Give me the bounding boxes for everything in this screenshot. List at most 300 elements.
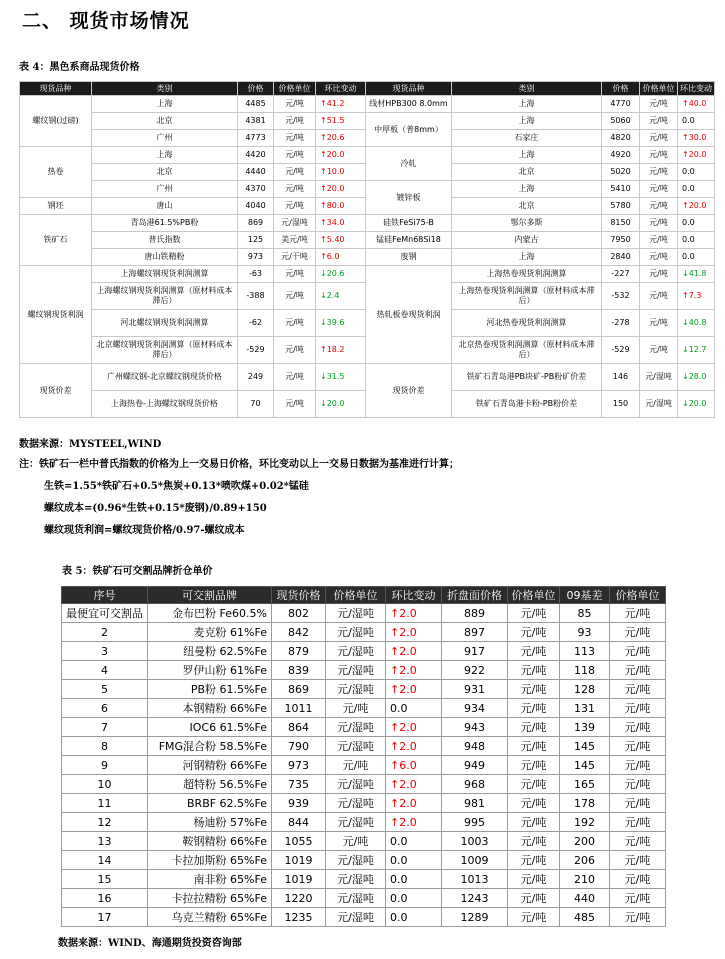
cell-unit3: 元/吨 <box>610 870 666 889</box>
table-cell: 元/吨 <box>274 364 316 391</box>
cell-unit3: 元/吨 <box>610 718 666 737</box>
table-cell: 4381 <box>238 113 274 130</box>
cell-unit3: 元/吨 <box>610 623 666 642</box>
cell-no: 14 <box>62 851 148 870</box>
change-cell <box>678 266 715 283</box>
cell-price: 1235 <box>272 908 326 927</box>
cell-unit: 元/吨 <box>326 832 386 851</box>
cell-unit2: 元/吨 <box>508 832 560 851</box>
change-cell <box>678 147 715 164</box>
change-value: 0.0 <box>390 834 408 848</box>
table-cell: 元/吨 <box>640 232 678 249</box>
table-cell: 元/湿吨 <box>274 215 316 232</box>
table-cell: 广州 <box>92 130 238 147</box>
table-cell: 元/吨 <box>640 96 678 113</box>
change-value: 2.0 <box>399 625 417 639</box>
table-cell: 7950 <box>602 232 640 249</box>
table-cell: 元/吨 <box>274 283 316 310</box>
table-cell: 4820 <box>602 130 640 147</box>
table-cell: 元/吨 <box>640 147 678 164</box>
arrow-up-icon: ↑ <box>682 150 689 159</box>
cell-no: 12 <box>62 813 148 832</box>
arrow-up-icon: ↑ <box>390 739 400 753</box>
cell-unit2: 元/吨 <box>508 756 560 775</box>
cell-unit2: 元/吨 <box>508 642 560 661</box>
table-cell: -62 <box>238 310 274 337</box>
cell-no: 6 <box>62 699 148 718</box>
cell-unit: 元/湿吨 <box>326 623 386 642</box>
table-cell: 4370 <box>238 181 274 198</box>
cell-unit2: 元/吨 <box>508 718 560 737</box>
cell-price: 1011 <box>272 699 326 718</box>
cell-unit: 元/湿吨 <box>326 851 386 870</box>
table-cell: 4920 <box>602 147 640 164</box>
table5-header: 价格单位 <box>610 587 666 604</box>
cell-unit2: 元/吨 <box>508 699 560 718</box>
cell-unit2: 元/吨 <box>508 794 560 813</box>
table5-header: 序号 <box>62 587 148 604</box>
cell-brand: IOC6 61.5%Fe <box>148 718 272 737</box>
table-cell: 249 <box>238 364 274 391</box>
cell-basis: 145 <box>560 756 610 775</box>
table-row <box>20 113 715 130</box>
cell-brand: 金布巴粉 Fe60.5% <box>148 604 272 623</box>
cell-brand: 纽曼粉 62.5%Fe <box>148 642 272 661</box>
table-cell: 4420 <box>238 147 274 164</box>
cell-disk: 889 <box>442 604 508 623</box>
product-name: 镀锌板 <box>366 181 452 215</box>
change-cell <box>316 130 366 147</box>
cell-unit2: 元/吨 <box>508 851 560 870</box>
table-cell: 5020 <box>602 164 640 181</box>
table-row <box>20 364 715 391</box>
table-cell: -529 <box>238 337 274 364</box>
change-value: 2.0 <box>399 606 417 620</box>
change-value: 2.0 <box>399 815 417 829</box>
change-cell <box>386 604 442 623</box>
cell-unit: 元/湿吨 <box>326 661 386 680</box>
table-cell: -529 <box>602 337 640 364</box>
cell-unit: 元/湿吨 <box>326 642 386 661</box>
change-value: 12.7 <box>688 345 707 354</box>
table-cell: 鄂尔多斯 <box>452 215 602 232</box>
cell-no: 9 <box>62 756 148 775</box>
table-row <box>62 623 666 642</box>
table4-caption: 表 4：黑色系商品现货价格 <box>19 62 140 73</box>
change-cell <box>678 164 715 181</box>
table-cell: 元/吨 <box>640 249 678 266</box>
arrow-up-icon: ↑ <box>320 252 327 261</box>
change-cell <box>316 96 366 113</box>
table-cell: -278 <box>602 310 640 337</box>
table-cell: 广州 <box>92 181 238 198</box>
change-value: 0.0 <box>682 184 695 193</box>
cell-no: 3 <box>62 642 148 661</box>
change-cell <box>678 181 715 198</box>
cell-brand: 乌克兰精粉 65%Fe <box>148 908 272 927</box>
table5-source: 数据来源：WIND、海通期货投资咨询部 <box>58 938 242 949</box>
change-value: 2.4 <box>326 291 340 300</box>
change-cell <box>386 794 442 813</box>
cell-unit: 元/湿吨 <box>326 794 386 813</box>
cell-unit: 元/湿吨 <box>326 870 386 889</box>
cell-disk: 1009 <box>442 851 508 870</box>
table-cell: 元/吨 <box>274 164 316 181</box>
table-cell: -532 <box>602 283 640 310</box>
arrow-up-icon: ↑ <box>320 345 327 354</box>
table-cell: 146 <box>602 364 640 391</box>
cell-basis: 178 <box>560 794 610 813</box>
table-cell: 铁矿石青岛港PB块矿-PB粉矿价差 <box>452 364 602 391</box>
section-title: 二、 现货市场情况 <box>22 10 190 32</box>
change-value: 2.0 <box>399 663 417 677</box>
arrow-up-icon: ↑ <box>320 184 327 193</box>
cell-no: 11 <box>62 794 148 813</box>
change-value: 0.0 <box>682 252 695 261</box>
change-value: 30.0 <box>688 133 707 142</box>
cell-unit3: 元/吨 <box>610 699 666 718</box>
change-cell <box>316 283 366 310</box>
cell-unit: 元/湿吨 <box>326 718 386 737</box>
cell-unit: 元/湿吨 <box>326 680 386 699</box>
table4-header-row <box>20 82 715 96</box>
cell-brand: FMG混合粉 58.5%Fe <box>148 737 272 756</box>
change-value: 0.0 <box>682 167 695 176</box>
table-cell: 70 <box>238 391 274 418</box>
cell-no: 10 <box>62 775 148 794</box>
change-cell <box>678 337 715 364</box>
table-cell: 元/吨 <box>640 310 678 337</box>
table-row <box>20 215 715 232</box>
cell-disk: 1289 <box>442 908 508 927</box>
change-cell <box>386 775 442 794</box>
cell-basis: 206 <box>560 851 610 870</box>
cell-basis: 485 <box>560 908 610 927</box>
cell-unit2: 元/吨 <box>508 604 560 623</box>
arrow-up-icon: ↑ <box>390 606 400 620</box>
cell-no: 2 <box>62 623 148 642</box>
arrow-up-icon: ↑ <box>320 99 327 108</box>
cell-brand: 本钢精粉 66%Fe <box>148 699 272 718</box>
table-cell: 4040 <box>238 198 274 215</box>
change-value: 2.0 <box>399 777 417 791</box>
table-cell: 元/吨 <box>640 113 678 130</box>
table-row <box>62 908 666 927</box>
arrow-up-icon: ↑ <box>682 133 689 142</box>
table5-header: 现货价格 <box>272 587 326 604</box>
cell-disk: 1013 <box>442 870 508 889</box>
change-cell <box>316 164 366 181</box>
table-cell: 上海热卷现货利润测算 <box>452 266 602 283</box>
product-name: 热轧板卷现货利润 <box>366 266 452 364</box>
change-value: 0.0 <box>390 910 408 924</box>
change-value: 51.5 <box>326 116 345 125</box>
table-cell: 上海 <box>452 113 602 130</box>
cell-disk: 922 <box>442 661 508 680</box>
cell-basis: 113 <box>560 642 610 661</box>
cell-unit2: 元/吨 <box>508 661 560 680</box>
table-cell: 125 <box>238 232 274 249</box>
table4-header: 价格单位 <box>640 82 678 96</box>
cell-unit: 元/湿吨 <box>326 737 386 756</box>
cell-unit3: 元/吨 <box>610 756 666 775</box>
arrow-up-icon: ↑ <box>320 218 327 227</box>
cell-unit3: 元/吨 <box>610 680 666 699</box>
table-cell: 元/吨 <box>640 198 678 215</box>
cell-no: 4 <box>62 661 148 680</box>
product-name: 中厚板（普8mm） <box>366 113 452 147</box>
cell-price: 839 <box>272 661 326 680</box>
change-cell <box>316 364 366 391</box>
cell-disk: 943 <box>442 718 508 737</box>
table-row <box>20 181 715 198</box>
table-cell: 5410 <box>602 181 640 198</box>
cell-brand: 麦克粉 61%Fe <box>148 623 272 642</box>
arrow-down-icon: ↓ <box>320 318 327 327</box>
product-name: 热卷 <box>20 147 92 198</box>
product-name: 螺纹钢(过磅) <box>20 96 92 147</box>
table-cell: 元/吨 <box>274 113 316 130</box>
product-name: 现货价差 <box>366 364 452 418</box>
cell-price: 939 <box>272 794 326 813</box>
table-cell: 4770 <box>602 96 640 113</box>
change-value: 40.8 <box>688 318 707 327</box>
change-cell <box>316 113 366 130</box>
table-row <box>20 232 715 249</box>
change-cell <box>386 908 442 927</box>
cell-disk: 949 <box>442 756 508 775</box>
table-cell: 元/吨 <box>640 130 678 147</box>
cell-basis: 210 <box>560 870 610 889</box>
table-cell: 元/吨 <box>274 198 316 215</box>
table-row <box>20 266 715 283</box>
cell-brand: 河钢精粉 66%Fe <box>148 756 272 775</box>
table-cell: 铁矿石青岛港卡粉-PB粉价差 <box>452 391 602 418</box>
cell-price: 1019 <box>272 870 326 889</box>
cell-no: 17 <box>62 908 148 927</box>
product-name: 钢坯 <box>20 198 92 215</box>
change-value: 20.0 <box>326 184 345 193</box>
cell-unit: 元/吨 <box>326 699 386 718</box>
change-value: 5.40 <box>326 235 345 244</box>
product-name: 铁矿石 <box>20 215 92 266</box>
table4-header: 类别 <box>452 82 602 96</box>
cell-unit3: 元/吨 <box>610 794 666 813</box>
table-row <box>62 737 666 756</box>
table-cell: 元/湿吨 <box>640 364 678 391</box>
table-row <box>62 661 666 680</box>
change-cell <box>678 198 715 215</box>
table-cell: 上海螺纹钢现货利润测算（原材料成本滞后） <box>92 283 238 310</box>
change-value: 7.3 <box>688 291 702 300</box>
cell-unit2: 元/吨 <box>508 680 560 699</box>
change-value: 0.0 <box>390 701 408 715</box>
cell-brand: PB粉 61.5%Fe <box>148 680 272 699</box>
change-cell <box>316 391 366 418</box>
table-cell: 元/吨 <box>640 266 678 283</box>
cell-unit: 元/湿吨 <box>326 813 386 832</box>
change-value: 31.5 <box>326 372 345 381</box>
change-value: 10.0 <box>326 167 345 176</box>
change-cell <box>678 130 715 147</box>
table-row <box>62 889 666 908</box>
table-row <box>62 680 666 699</box>
arrow-up-icon: ↑ <box>390 777 400 791</box>
cell-brand: 南非粉 65%Fe <box>148 870 272 889</box>
arrow-up-icon: ↑ <box>320 133 327 142</box>
cell-basis: 145 <box>560 737 610 756</box>
table-cell: 5780 <box>602 198 640 215</box>
cell-price: 879 <box>272 642 326 661</box>
table-cell: 元/吨 <box>274 181 316 198</box>
table-cell: 上海 <box>452 147 602 164</box>
table-cell: 内蒙古 <box>452 232 602 249</box>
change-value: 0.0 <box>682 116 695 125</box>
table-cell: 广州螺纹钢-北京螺纹钢现货价格 <box>92 364 238 391</box>
cell-unit3: 元/吨 <box>610 642 666 661</box>
cell-unit3: 元/吨 <box>610 889 666 908</box>
arrow-up-icon: ↑ <box>320 201 327 210</box>
arrow-up-icon: ↑ <box>320 167 327 176</box>
cell-price: 802 <box>272 604 326 623</box>
change-cell <box>316 266 366 283</box>
cell-disk: 931 <box>442 680 508 699</box>
change-cell <box>386 642 442 661</box>
table-cell: 青岛港61.5%PB粉 <box>92 215 238 232</box>
change-value: 28.0 <box>688 372 707 381</box>
table-row <box>20 249 715 266</box>
table4-source: 数据来源：MYSTEEL,WIND <box>19 439 162 450</box>
table-cell: 元/吨 <box>274 391 316 418</box>
arrow-up-icon: ↑ <box>682 99 689 108</box>
cell-unit2: 元/吨 <box>508 737 560 756</box>
product-name: 锰硅FeMn68Si18 <box>366 232 452 249</box>
product-name: 现货价差 <box>20 364 92 418</box>
cell-disk: 981 <box>442 794 508 813</box>
change-cell <box>386 889 442 908</box>
cell-price: 869 <box>272 680 326 699</box>
cell-price: 842 <box>272 623 326 642</box>
table-cell: 河北热卷现货利润测算 <box>452 310 602 337</box>
table-cell: 元/湿吨 <box>640 391 678 418</box>
table-cell: 北京热卷现货利润测算（原材料成本滞后） <box>452 337 602 364</box>
cell-unit3: 元/吨 <box>610 661 666 680</box>
cell-brand: BRBF 62.5%Fe <box>148 794 272 813</box>
change-value: 18.2 <box>326 345 345 354</box>
table-cell: 北京螺纹钢现货利润测算（原材料成本滞后） <box>92 337 238 364</box>
cell-unit: 元/吨 <box>326 756 386 775</box>
table-cell: 北京 <box>92 113 238 130</box>
table-cell: 元/吨 <box>274 96 316 113</box>
table4-header: 价格 <box>238 82 274 96</box>
change-value: 20.0 <box>688 399 707 408</box>
table-cell: 北京 <box>452 164 602 181</box>
cell-no: 13 <box>62 832 148 851</box>
table-cell: 元/吨 <box>640 337 678 364</box>
change-value: 0.0 <box>390 872 408 886</box>
table-row <box>62 870 666 889</box>
arrow-down-icon: ↓ <box>682 345 689 354</box>
table4-note: 注：铁矿石一栏中普氏指数的价格为上一交易日价格，环比变动以上一交易日数据为基准进行计算； <box>19 459 459 470</box>
cell-disk: 1003 <box>442 832 508 851</box>
table-cell: 上海 <box>92 96 238 113</box>
arrow-up-icon: ↑ <box>390 720 400 734</box>
cell-unit3: 元/吨 <box>610 813 666 832</box>
table-row <box>62 813 666 832</box>
cell-unit: 元/湿吨 <box>326 604 386 623</box>
cell-disk: 995 <box>442 813 508 832</box>
arrow-up-icon: ↑ <box>320 150 327 159</box>
change-cell <box>386 756 442 775</box>
change-value: 41.8 <box>688 269 707 278</box>
change-cell <box>316 215 366 232</box>
change-cell <box>678 113 715 130</box>
change-value: 0.0 <box>390 891 408 905</box>
table5-header: 折盘面价格 <box>442 587 508 604</box>
cell-unit3: 元/吨 <box>610 908 666 927</box>
cell-disk: 1243 <box>442 889 508 908</box>
table-cell: 元/吨 <box>640 181 678 198</box>
cell-unit2: 元/吨 <box>508 908 560 927</box>
change-cell <box>386 832 442 851</box>
change-cell <box>678 96 715 113</box>
change-cell <box>678 310 715 337</box>
table-row <box>20 96 715 113</box>
table-cell: 上海 <box>452 181 602 198</box>
cell-brand: 卡拉拉精粉 65%Fe <box>148 889 272 908</box>
table-row <box>62 775 666 794</box>
table-cell: 4773 <box>238 130 274 147</box>
table5-header-row <box>62 587 666 604</box>
cell-price: 864 <box>272 718 326 737</box>
table-cell: 元/吨 <box>274 266 316 283</box>
cell-no: 7 <box>62 718 148 737</box>
arrow-up-icon: ↑ <box>390 682 400 696</box>
change-value: 34.0 <box>326 218 345 227</box>
cell-unit2: 元/吨 <box>508 813 560 832</box>
table-cell: 上海 <box>92 147 238 164</box>
table-cell: 150 <box>602 391 640 418</box>
table-cell: 石家庄 <box>452 130 602 147</box>
table-row <box>62 756 666 775</box>
table5-caption: 表 5：铁矿石可交割品牌折仓单价 <box>62 566 213 577</box>
change-cell <box>678 283 715 310</box>
table-cell: 元/吨 <box>274 130 316 147</box>
table-cell: 上海 <box>452 249 602 266</box>
cell-no: 8 <box>62 737 148 756</box>
cell-basis: 131 <box>560 699 610 718</box>
table-cell: 4440 <box>238 164 274 181</box>
table-cell: 上海 <box>452 96 602 113</box>
table-cell: 元/吨 <box>640 164 678 181</box>
cell-basis: 200 <box>560 832 610 851</box>
change-value: 6.0 <box>399 758 417 772</box>
change-value: 20.6 <box>326 269 345 278</box>
arrow-down-icon: ↓ <box>682 399 689 408</box>
change-cell <box>316 147 366 164</box>
cell-unit3: 元/吨 <box>610 775 666 794</box>
change-cell <box>386 718 442 737</box>
table-row <box>62 851 666 870</box>
cell-brand: 罗伊山粉 61%Fe <box>148 661 272 680</box>
change-cell <box>386 699 442 718</box>
cell-basis: 440 <box>560 889 610 908</box>
cell-basis: 118 <box>560 661 610 680</box>
table5-header: 价格单位 <box>508 587 560 604</box>
change-cell <box>678 232 715 249</box>
table-cell: 元/吨 <box>640 283 678 310</box>
table-row <box>62 699 666 718</box>
